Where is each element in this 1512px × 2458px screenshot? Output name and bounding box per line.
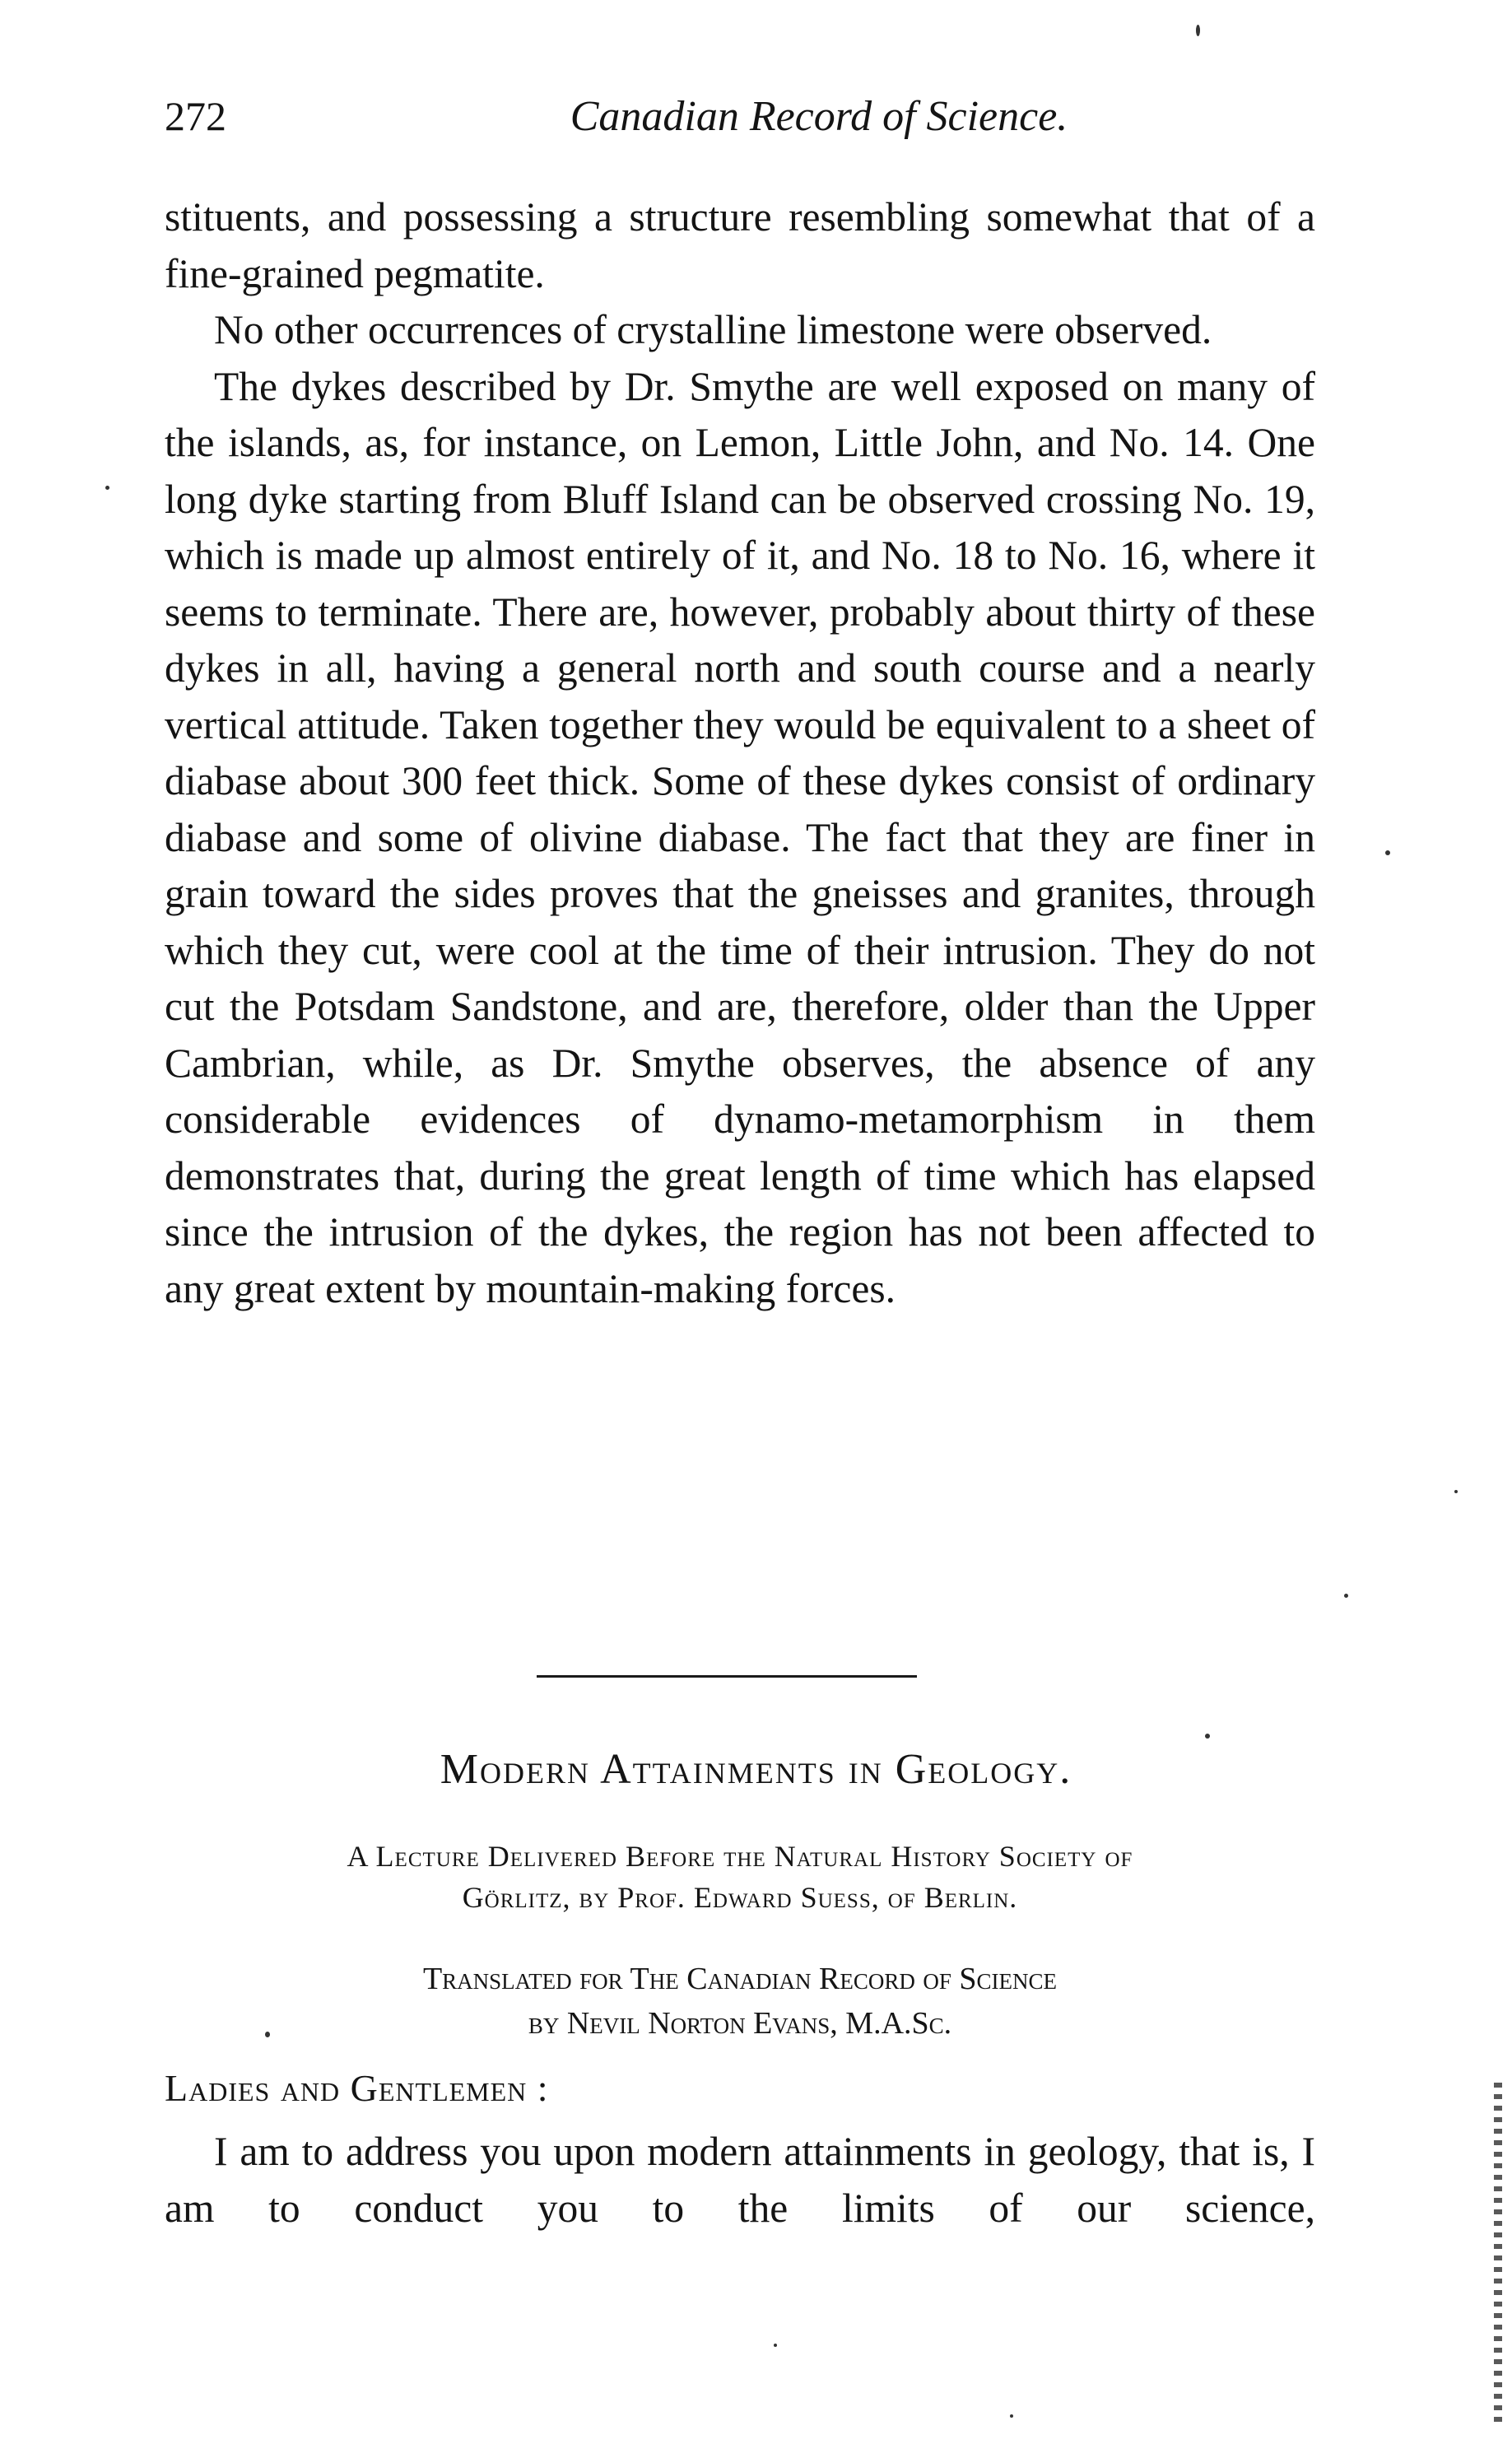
body-text [165, 189, 1315, 1317]
scan-speck [774, 2344, 777, 2347]
scan-speck [1196, 25, 1200, 36]
subtitle-line: Görlitz, by Prof. Edward Suess, of Berlin. [462, 1881, 1018, 1914]
scan-speck [1385, 850, 1390, 855]
scan-edge-marks [1494, 2083, 1502, 2428]
section-divider [537, 1675, 917, 1678]
running-title: Canadian Record of Science. [570, 93, 1068, 140]
paragraph-continuation: stituents, and possessing a structure resembling somewhat that of a fine-grained pegmatite. [165, 194, 1315, 296]
scan-speck [1454, 1490, 1458, 1493]
scan-speck [105, 486, 109, 490]
scan-speck [265, 2032, 270, 2037]
paragraph-limestone: No other occurrences of crystalline limestone were observed. [214, 307, 1212, 352]
page-number: 272 [165, 93, 226, 139]
subtitle-line: A Lecture Delivered Before the Natural History Society of [347, 1840, 1133, 1873]
article-title: Modern Attainments in Geology. [440, 1746, 1072, 1793]
scan-speck [1205, 1734, 1210, 1739]
opening-paragraph-wrapper [165, 2124, 1315, 2237]
paragraph-dykes: The dykes described by Dr. Smythe are well exposed on many of the islands, as, for instance, on Lemon, Little John, and No. 14. One long dyke starting from Bluff Island can be observed crossing No. 19, which is made up almost entirely of it, and No. 18 to No. 16, where it seems to terminate. There are, however, probably about thirty of these dykes in all, having a general north and south course and a nearly vertical attitude. Taken together they would be equivalent to a sheet of diabase about 300 feet thick. Some of these dykes consist of ordinary diabase and some of olivine diabase. The fact that they are finer in grain toward the sides proves that the gneisses and granites, through which they cut, were cool at the time of their intrusion. They do not cut the Potsdam Sandstone, and are, therefore, older than the Upper Cambrian, while, as Dr. Smythe observes, the absence of any considerable evidences of dynamo-metamorphism in them demonstrates that, during the great length of time which has elapsed since the intrusion of the dykes, the region has not been affected to any great extent by mountain-making forces. [165, 363, 1315, 1311]
salutation: Ladies and Gentlemen : [165, 2067, 549, 2109]
translation-line: Translated for The Canadian Record of Science [422, 1962, 1058, 1996]
translator-line: by Nevil Norton Evans, M.A.Sc. [528, 2006, 952, 2041]
page-header [165, 92, 1317, 158]
scan-speck [1010, 2414, 1013, 2418]
opening-paragraph: I am to address you upon modern attainments in geology, that is, I am to conduct you to the limits of our science, [165, 2129, 1315, 2231]
translation-credit [165, 1957, 1315, 2046]
scan-speck [1344, 1594, 1348, 1598]
article-subtitle [165, 1836, 1315, 1918]
